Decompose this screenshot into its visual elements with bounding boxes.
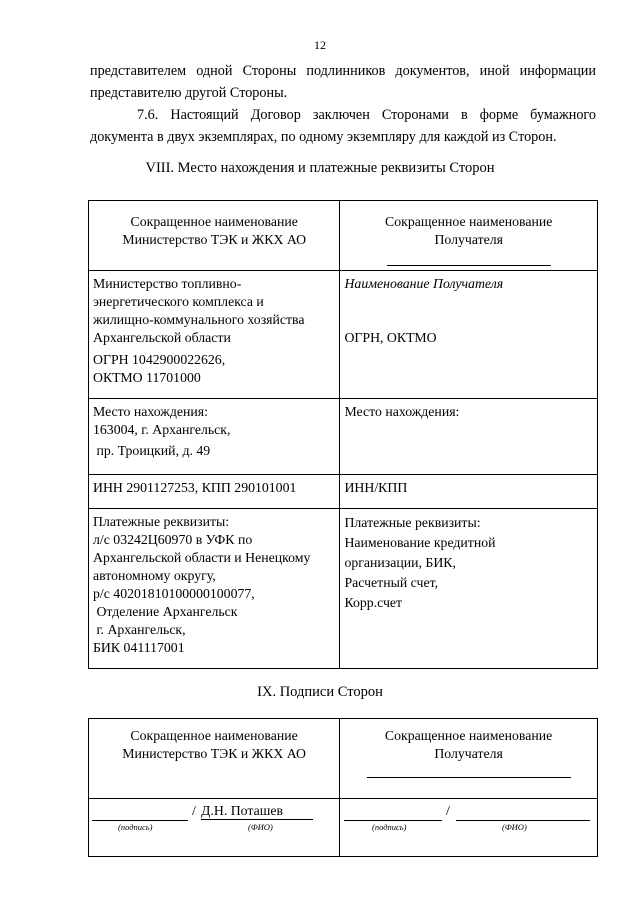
ministry-signature-line (92, 820, 188, 821)
recipient-address-cell: Место нахождения: (340, 399, 598, 475)
table-row (89, 475, 598, 509)
caption-signature: (подпись) (372, 822, 407, 832)
ministry-name-cell: Министерство топливно- энергетического комплекса и жилищно-коммунального хозяйства Архангельской области ОГРН 1042900022626, ОКТМО 11701000 (89, 271, 340, 399)
table-row (89, 399, 598, 475)
recipient-name-line (367, 777, 571, 778)
ministry-signatory-name: Д.Н. Поташев (201, 803, 313, 820)
caption-fio: (ФИО) (502, 822, 527, 832)
slash-separator: / (192, 803, 196, 818)
paragraph-continuation (90, 60, 596, 104)
requisites-table (88, 200, 598, 669)
recipient-fio-line (456, 820, 590, 821)
section-9-title: IX. Подписи Сторон (257, 684, 383, 700)
recipient-payment-cell: Платежные реквизиты: Наименование кредитной организации, БИК, Расчетный счет, Корр.счет (340, 509, 598, 669)
ministry-header-cell: Сокращенное наименование Министерство ТЭК и ЖКХ АО (89, 201, 340, 271)
recipient-signature-line (344, 820, 442, 821)
ministry-header-cell: Сокращенное наименование Министерство ТЭК и ЖКХ АО (89, 719, 340, 799)
page-number: 12 (314, 38, 326, 52)
paragraph-7-6: 7.6. Настоящий Договор заключен Сторонами в форме бумажного документа в двух экземплярах, по одному экземпляру для каждой из Сторон. (90, 107, 596, 145)
ministry-address-cell: Место нахождения: 163004, г. Архангельск, пр. Троицкий, д. 49 (89, 399, 340, 475)
recipient-header-cell: Сокращенное наименование Получателя (340, 719, 598, 799)
caption-signature: (подпись) (118, 822, 153, 832)
table-header-row (89, 719, 598, 799)
recipient-inn-cell: ИНН/КПП (340, 475, 598, 509)
ministry-payment-cell: Платежные реквизиты: л/с 03242Ц60970 в УФК по Архангельской области и Ненецкому автономному округу, р/с 40201810100000100077, Отделение Архангельск г. Архангельск, БИК 041117001 (89, 509, 340, 669)
ministry-inn-cell: ИНН 2901127253, КПП 290101001 (89, 475, 340, 509)
paragraph-line: представителем одной Стороны подлинников документов, иной информации (90, 63, 596, 79)
recipient-header-cell: Сокращенное наименование Получателя (340, 201, 598, 271)
table-row (89, 271, 598, 399)
section-8-title: VIII. Место нахождения и платежные реквизиты Сторон (145, 160, 495, 176)
table-row (89, 509, 598, 669)
table-header-row (89, 201, 598, 271)
caption-fio: (ФИО) (248, 822, 273, 832)
recipient-name-line (387, 265, 551, 266)
paragraph-line: представителю другой Стороны. (90, 85, 288, 101)
signatures-table (88, 718, 598, 857)
recipient-name-cell: Наименование Получателя ОГРН, ОКТМО (340, 271, 598, 399)
slash-separator: / (446, 803, 450, 818)
